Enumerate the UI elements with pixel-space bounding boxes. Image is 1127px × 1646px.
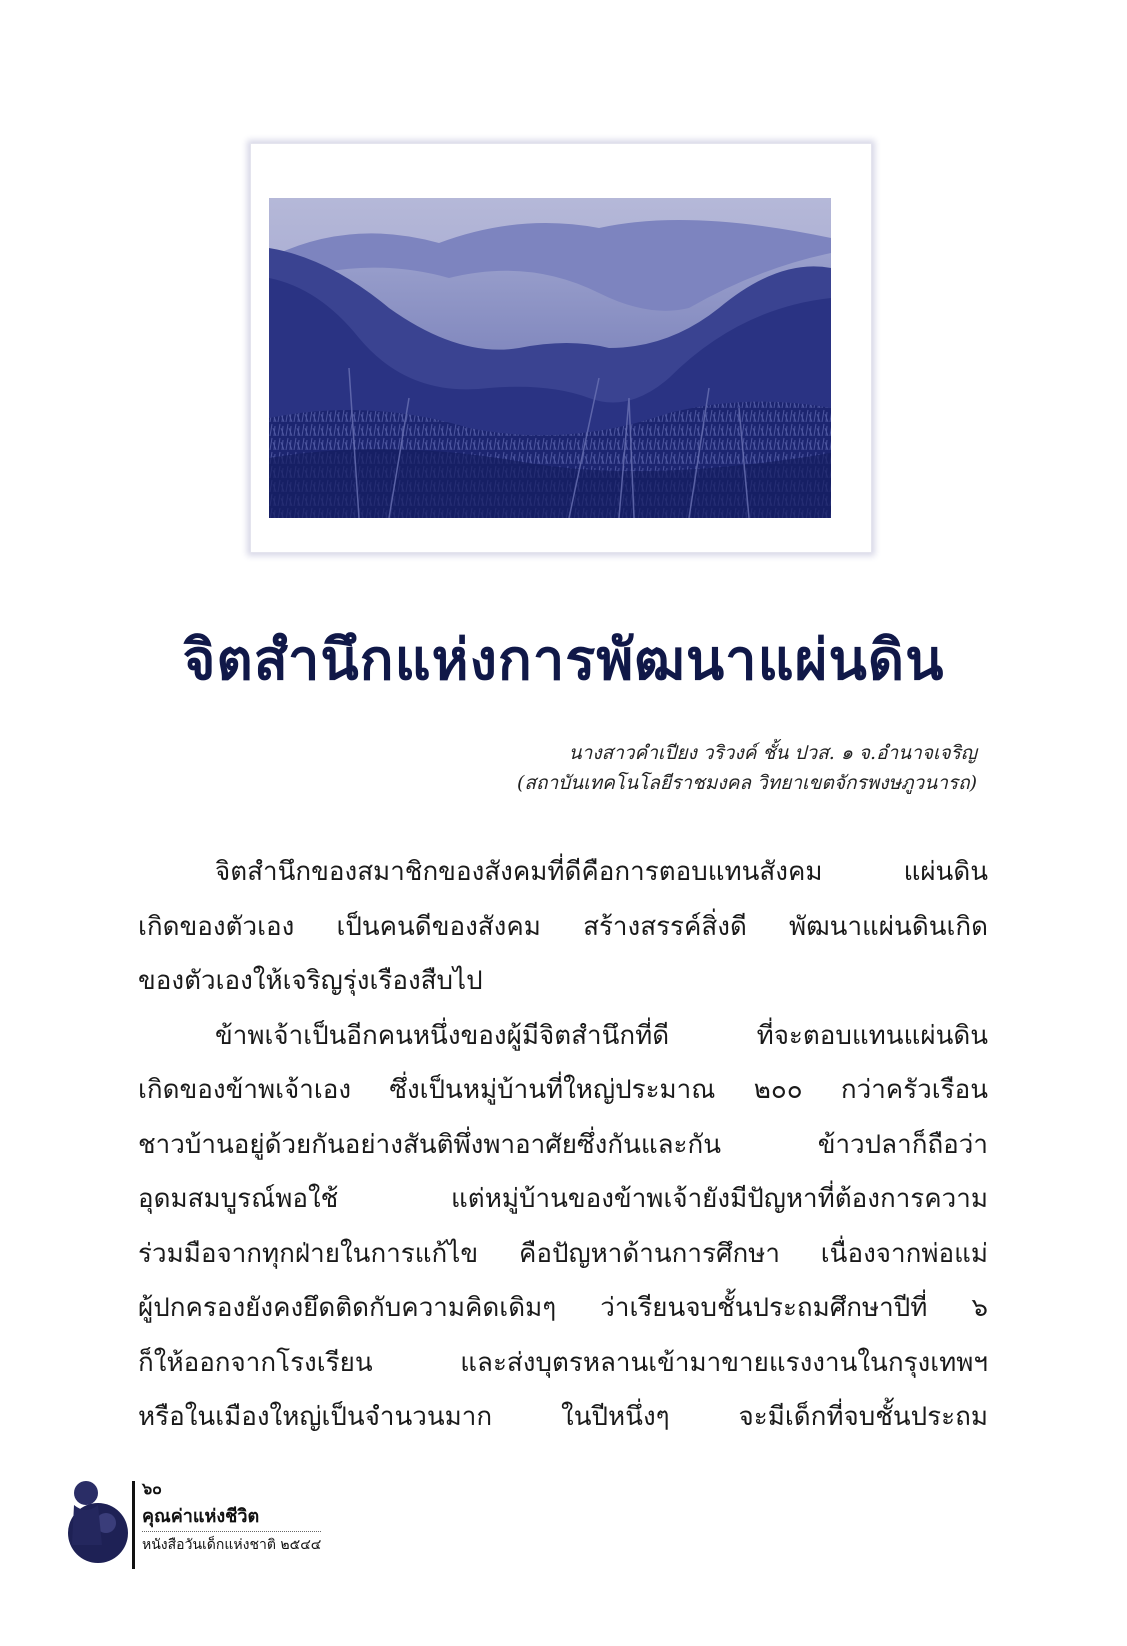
author-institution-line: (สถาบันเทคโนโลยีราชมงคล วิทยาเขตจักรพงษภูวนารถ) — [516, 772, 977, 794]
mountain-landscape-photo — [269, 198, 831, 518]
series-title: คุณค่าแห่งชีวิต — [142, 1506, 260, 1527]
landscape-photo-frame — [250, 143, 872, 553]
book-subtitle: หนังสือวันเด็กแห่งชาติ ๒๕๔๔ — [142, 1531, 321, 1556]
child-photo-icon — [68, 1475, 132, 1575]
page-footer — [68, 1475, 388, 1575]
article-title: จิตสำนึกแห่งการพัฒนาแผ่นดิน — [182, 627, 945, 693]
body-line: ชาวบ้านอยู่ด้วยกันอย่างสันติพึ่งพาอาศัยซึ่งกันและกัน ข้าวปลาก็ถือว่า — [138, 1129, 988, 1160]
body-line: เกิดของข้าพเจ้าเอง ซึ่งเป็นหมู่บ้านที่ใหญ่ประมาณ ๒๐๐ กว่าครัวเรือน — [138, 1075, 988, 1105]
author-name-line: นางสาวคำเปียง วริวงค์ ชั้น ปวส. ๑ จ.อำนาจเจริญ — [568, 742, 977, 764]
body-line: เกิดของตัวเอง เป็นคนดีของสังคม สร้างสรรค์สิ่งดี พัฒนาแผ่นดินเกิด — [138, 911, 988, 942]
body-line: ก็ให้ออกจากโรงเรียน และส่งบุตรหลานเข้ามาขายแรงงานในกรุงเทพฯ — [138, 1347, 988, 1378]
body-line: หรือในเมืองใหญ่เป็นจำนวนมาก ในปีหนึ่งๆ จะมีเด็กที่จบชั้นประถม — [138, 1402, 988, 1432]
body-line: ของตัวเองให้เจริญรุ่งเรืองสืบไป — [138, 966, 483, 996]
body-line: ร่วมมือจากทุกฝ่ายในการแก้ไข คือปัญหาด้านการศึกษา เนื่องจากพ่อแม่ — [138, 1238, 988, 1269]
article-body — [138, 845, 988, 1445]
body-line: ข้าพเจ้าเป็นอีกคนหนึ่งของผู้มีจิตสำนึกที่ดี ที่จะตอบแทนแผ่นดิน — [215, 1020, 988, 1051]
footer-divider — [132, 1481, 135, 1569]
body-line: อุดมสมบูรณ์พอใช้ แต่หมู่บ้านของข้าพเจ้ายังมีปัญหาที่ต้องการความ — [138, 1184, 988, 1214]
author-byline — [517, 738, 977, 798]
body-line: ผู้ปกครองยังคงยึดติดกับความคิดเดิมๆ ว่าเรียนจบชั้นประถมศึกษาปีที่ ๖ — [138, 1293, 988, 1323]
page-number: ๖๐ — [142, 1479, 162, 1498]
body-line: จิตสำนึกของสมาชิกของสังคมที่ดีคือการตอบแทนสังคม แผ่นดิน — [215, 857, 988, 887]
